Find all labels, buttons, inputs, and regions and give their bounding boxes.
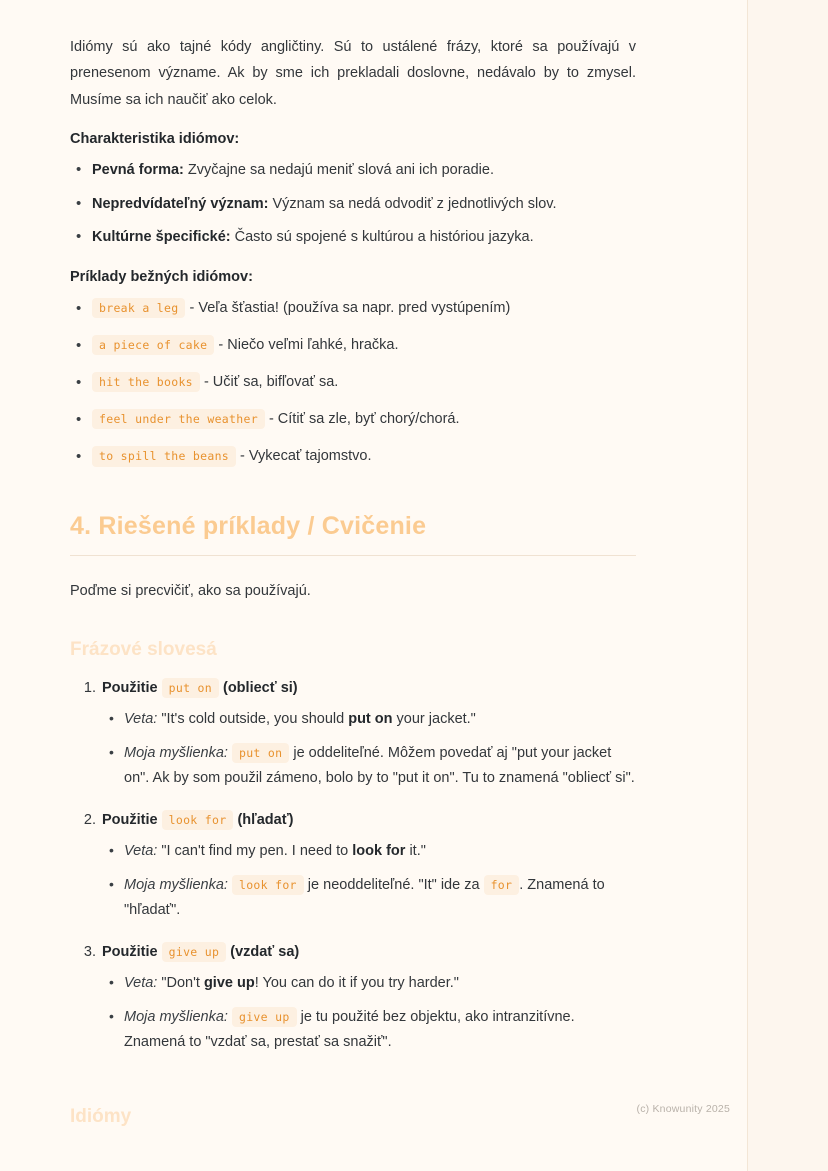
exercise-details [102,707,636,791]
thought-code-chip: put on [232,743,289,763]
sentence-pre: "It's cold outside, you should [157,711,349,728]
sentence-post: it." [405,843,426,860]
thought-text-end: . Znamená to "hľadať". [124,876,605,918]
sentence-post: your jacket." [392,711,476,728]
sentence-pre: "I can't find my pen. I need to [157,843,353,860]
exercise-code-chip: give up [162,942,227,962]
idiom-examples-list [70,297,636,469]
list-item [100,809,636,923]
characteristics-list [70,159,636,248]
characteristic-term: Pevná forma: [92,162,184,179]
list-item [92,193,636,215]
characteristics-heading: Charakteristika idiómov: [70,131,240,148]
sentence-pre: "Don't [157,975,204,992]
document-content [70,34,636,1073]
exercise-head [102,812,294,828]
sentence-bold: look for [352,843,406,860]
section-title: 4. Riešené príklady / Cvičenie [70,512,427,541]
exercise-details [102,971,636,1055]
exercise-head [102,944,299,960]
exercise-list [70,677,636,1055]
sentence-bold: put on [348,711,393,728]
list-item [92,334,636,357]
thought-label: Moja myšlienka: [124,744,228,761]
idiom-meaning: - Vykecať tajomstvo. [236,448,372,465]
idiom-meaning: - Cítiť sa zle, byť chorý/chorá. [264,411,460,428]
characteristic-text: Často sú spojené s kultúrou a históriou jazyka. [230,229,534,246]
page-right-margin-strip [747,0,828,1171]
sentence-label: Veta: [124,975,158,992]
exercise-label: Použitie [102,943,158,960]
exercise-label: Použitie [102,811,158,828]
list-item [100,941,636,1055]
thought-text-mid: je neoddeliteľné. "It" ide za [303,876,484,893]
list-item [100,677,636,791]
page-left-margin [0,0,44,1171]
thought-label: Moja myšlienka: [124,1008,228,1025]
characteristic-term: Nepredvídateľný význam: [92,195,269,212]
section-intro: Poďme si precvičiť, ako sa používajú. [70,583,311,600]
list-item [124,839,636,864]
list-item [92,226,636,248]
idiom-meaning: - Veľa šťastia! (používa sa napr. pred vystúpením) [185,299,511,316]
intro-paragraph: Idiómy sú ako tajné kódy angličtiny. Sú to ustálené frázy, ktoré sa používajú v prenesenom význame. Ak by sme ich prekladali doslovne, nedávalo by to zmysel. Musíme sa ich naučiť ako celok. [70,39,636,108]
thought-code-chip-2: for [484,875,520,895]
examples-heading: Príklady bežných idiómov: [70,268,253,285]
list-item [92,371,636,394]
thought-text: je tu použité bez objektu, ako intranzitívne. Znamená to "vzdať sa, prestať sa snažiť". [124,1008,575,1050]
exercise-translation: (obliecť si) [223,679,298,696]
sentence-label: Veta: [124,711,158,728]
group-title-phrasal-verbs: Frázové slovesá [70,638,217,660]
characteristic-text: Zvyčajne sa nedajú meniť slová ani ich poradie. [183,162,494,179]
exercise-label: Použitie [102,679,158,696]
list-item [124,741,636,791]
sentence-label: Veta: [124,843,158,860]
exercise-code-chip: look for [162,810,234,830]
exercise-head [102,680,298,696]
copyright-footer: (c) Knowunity 2025 [636,1103,730,1115]
list-item [124,1005,636,1055]
list-item [92,408,636,431]
exercise-translation: (vzdať sa) [230,943,300,960]
exercise-translation: (hľadať) [237,811,294,828]
list-item [124,971,636,996]
idiom-code-chip: break a leg [92,298,185,318]
list-item [124,707,636,732]
thought-label: Moja myšlienka: [124,876,228,893]
exercise-details [102,839,636,923]
group-title-idioms: Idiómy [70,1106,132,1127]
characteristic-term: Kultúrne špecifické: [92,229,231,246]
thought-code-chip: give up [232,1007,297,1027]
section-divider [70,555,636,556]
idiom-meaning: - Niečo veľmi ľahké, hračka. [214,336,399,353]
thought-text: je oddeliteľné. Môžem povedať aj "put your jacket on". Ak by som použil zámeno, bolo by to "put it on". Tu to znamená "obliecť si". [124,744,635,786]
list-item [92,297,636,320]
idiom-code-chip: feel under the weather [92,409,265,429]
idiom-code-chip: a piece of cake [92,335,214,355]
sentence-bold: give up [203,975,255,992]
characteristic-text: Význam sa nedá odvodiť z jednotlivých slov. [268,195,557,212]
sentence-post: ! You can do it if you try harder." [254,975,459,992]
list-item [92,445,636,468]
idiom-code-chip: hit the books [92,372,200,392]
idiom-meaning: - Učiť sa, bifľovať sa. [199,373,339,390]
list-item [92,159,636,181]
list-item [124,873,636,923]
exercise-code-chip: put on [162,678,219,698]
idiom-code-chip: to spill the beans [92,446,236,466]
thought-code-chip: look for [232,875,304,895]
